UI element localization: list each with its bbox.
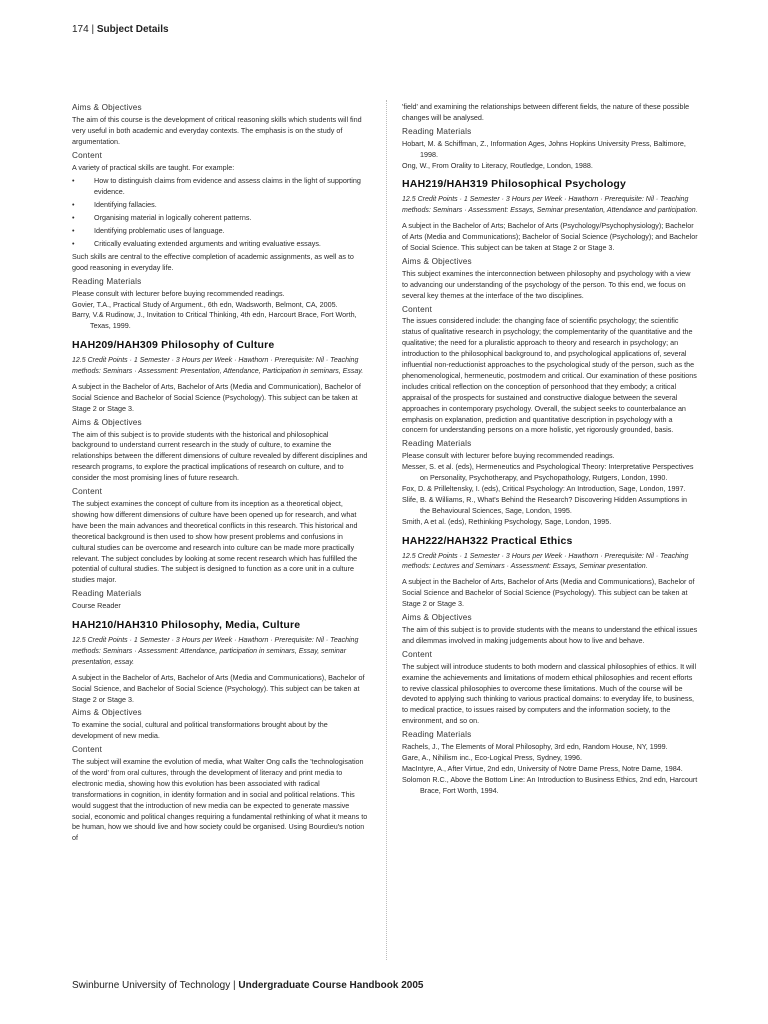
subject-content: The subject examines the concept of culture from its inception as a theoretical object, showing how different dimensions of culture have been opened up for research, and what have been the main advances and theoretical conflicts in this research. This historical and theoretical background is then used to show how present problems and confusions in cultural studies can be overcome and research into culture can be made more practically relevant. The subject concludes by looking at some recent research which has fulfilled the potential of cultural studies. The subject is designed to function as a core unit in a culture studies major. bbox=[72, 499, 358, 585]
reading-item: Hobart, M. & Schiffman, Z., Information Ages, Johns Hopkins University Press, Baltimore, 1998. bbox=[402, 138, 686, 159]
reading-item: Rachels, J., The Elements of Moral Philosophy, 3rd edn, Random House, NY, 1999. bbox=[402, 742, 668, 752]
aims-heading: Aims & Objectives bbox=[72, 103, 142, 112]
page-footer bbox=[72, 980, 423, 991]
subject-meta: 12.5 Credit Points · 1 Semester · 3 Hours per Week · Hawthorn · Prerequisite: Nil · Teaching methods: Lectures and Seminars · Assessment: Essays, Seminar presentation. bbox=[402, 552, 689, 571]
aims-heading: Aims & Objectives bbox=[402, 256, 472, 266]
aims-heading: Aims & Objectives bbox=[72, 417, 142, 427]
subject-aims: The aim of this subject is to provide students with the historical and philosophical background to understand current research in the study of culture, to examine the relationships between the different dimensions of culture revealed by different disciplines and research programs, to explore the practical implications of research on culture, and to consider the most promising lines of future research. bbox=[72, 429, 368, 483]
reading-item: Smith, A et al. (eds), Rethinking Psychology, Sage, London, 1995. bbox=[402, 516, 612, 526]
subject-meta: 12.5 Credit Points · 1 Semester · 3 Hours per Week · Hawthorn · Prerequisite: Nil · Teaching methods: Seminars · Assessment: Attendance, participation in seminars, Essay, seminar presentation, essay. bbox=[72, 636, 359, 666]
reading-heading: Reading Materials bbox=[402, 439, 472, 449]
column-divider bbox=[386, 100, 387, 960]
subject-title: HAH209/HAH309 Philosophy of Culture bbox=[72, 339, 275, 352]
subject-description: A subject in the Bachelor of Arts, Bachelor of Arts (Media and Communication), Bachelor of Social Science and Bachelor of Social Science (Psychology). This subject can be taken at Stage 2 or Stage 3. bbox=[72, 381, 361, 413]
footer-separator: | bbox=[233, 980, 239, 991]
aims-heading: Aims & Objectives bbox=[72, 708, 142, 718]
reading-heading: Reading Materials bbox=[402, 730, 472, 740]
subject-content: The subject will introduce students to both modern and classical philosophies of ethics. It will examine the achievements and limitations of modern ethical philosophies and recent efforts to revive classical philosophies to overcome these limitations. Much of the course will be devoted to applying such thinking to various practical domains: to everyday life, to business, to medical practice, to issues raised by computers and the information society, to the environment, and so on. bbox=[402, 661, 697, 726]
reading-item: MacIntyre, A., After Virtue, 2nd edn, University of Notre Dame Press, Notre Dame, 1984. bbox=[402, 763, 683, 773]
subject-aims: The aim of this subject is to provide students with the means to understand the ethical issues and dilemmas involved in making judgements about how to live and behave. bbox=[402, 624, 698, 645]
subject-content: The subject will examine the evolution of media, what Walter Ong calls the 'technologisation of the word' from oral cultures, through the development of literacy and print media to electronic media, showing how this evolution has been associated with radical transformations in cognition, in identity formation and in social and political relations. This would suggest that the introduction of new media can be expected to generate massive social, economic and political changes requiring a fundamental rethinking of what it means to be human, how we should live and how society could be organised. Using Bourdieu's notion of bbox=[72, 757, 368, 843]
list-item: • Organising material in logically coherent patterns. bbox=[72, 213, 252, 223]
reading-item: Course Reader bbox=[72, 601, 121, 611]
reading-heading: Reading Materials bbox=[402, 126, 472, 136]
reading-heading: Reading Materials bbox=[72, 276, 142, 286]
subject-title: HAH219/HAH319 Philosophical Psychology bbox=[402, 178, 627, 191]
reading-item: Messer, S. et al. (eds), Hermeneutics and Psychological Theory: Interpretative Perspectives on Personality, Psychotherapy, and Psychopathology, Rutgers, London, 1990. bbox=[402, 462, 694, 483]
subject-meta: 12.5 Credit Points · 1 Semester · 3 Hours per Week · Hawthorn · Prerequisite: Nil · Teaching methods: Seminars · Assessment: Essays, Seminar presentation, Attendance and participation. bbox=[402, 196, 698, 215]
aims-heading: Aims & Objectives bbox=[402, 613, 472, 623]
subject-description: A subject in the Bachelor of Arts, Bachelor of Arts (Media and Communications), Bachelor of Social Science and Bachelor of Social Science (Psychology). This subject can be taken at Stage 2 or Stage 3. bbox=[402, 577, 695, 609]
reading-item: Gare, A., Nihilism inc., Eco-Logical Press, Sydney, 1996. bbox=[402, 752, 583, 762]
section-title: Subject Details bbox=[96, 24, 169, 35]
reading-item: Slife, B. & Williams, R., What's Behind the Research? Discovering Hidden Assumptions in the Behavioural Sciences, Sage, London, 1995. bbox=[402, 494, 687, 515]
subject-meta: 12.5 Credit Points · 1 Semester · 3 Hours per Week · Hawthorn · Prerequisite: Nil · Teaching methods: Seminars · Assessment: Presentation, Attendance, Participation in seminars, Essay. bbox=[72, 357, 364, 376]
reading-item: Govier, T.A., Practical Study of Argument., 6th edn, Wadsworth, Belmont, CA, 2005. bbox=[72, 299, 338, 309]
intro-aims-text: The aim of this course is the development of critical reasoning skills which students will find very useful in both academic and everyday contexts. The emphasis is on the study of argumentation. bbox=[72, 114, 362, 146]
reading-item: Ong, W., From Orality to Literacy, Routledge, London, 1988. bbox=[402, 160, 593, 170]
intro-content-intro: A variety of practical skills are taught. For example: bbox=[72, 162, 235, 172]
page-number: 174 bbox=[72, 24, 89, 35]
left-column bbox=[72, 102, 368, 847]
reading-item: Solomon R.C., Above the Bottom Line: An Introduction to Business Ethics, 2nd edn, Harcourt Brace, Fort Worth, 1994. bbox=[402, 774, 698, 795]
subject-aims: This subject examines the interconnection between philosophy and psychology with a view to advancing our understanding of the psychology of the person. To this end, we focus on several key themes at the interface of the two disciplines. bbox=[402, 268, 691, 300]
subject-title: HAH222/HAH322 Practical Ethics bbox=[402, 534, 573, 547]
header-separator: | bbox=[91, 24, 97, 35]
reading-item: Barry, V.& Rudinow, J., Invitation to Critical Thinking, 4th edn, Harcourt Brace, Fort Worth, Texas, 1999. bbox=[72, 310, 357, 331]
subject-aims: To examine the social, cultural and political transformations brought about by the development of new media. bbox=[72, 720, 328, 741]
list-item: • Identifying problematic uses of language. bbox=[72, 226, 225, 236]
footer-handbook: Undergraduate Course Handbook 2005 bbox=[238, 980, 424, 991]
content-heading: Content bbox=[72, 487, 103, 497]
subject-title: HAH210/HAH310 Philosophy, Media, Culture bbox=[72, 619, 301, 632]
content-heading: Content bbox=[402, 649, 433, 659]
list-item: • How to distinguish claims from evidence and assess claims in the light of supporting evidence. bbox=[72, 176, 361, 197]
intro-content-outro: Such skills are central to the effective completion of academic assignments, as well as to good reasoning in everyday life. bbox=[72, 251, 354, 272]
content-heading: Content bbox=[72, 150, 103, 160]
reading-item: Please consult with lecturer before buying recommended readings. bbox=[72, 288, 285, 298]
reading-list bbox=[72, 289, 368, 333]
right-column bbox=[402, 102, 698, 797]
subject-description: A subject in the Bachelor of Arts, Bachelor of Arts (Media and Communications), Bachelor of Social Science, and Bachelor of Social Science (Psychology). This subject can be taken at Stage 2 or Stage 3. bbox=[72, 672, 365, 704]
skills-list bbox=[72, 176, 368, 249]
content-heading: Content bbox=[72, 745, 103, 755]
reading-item: Please consult with lecturer before buying recommended readings. bbox=[402, 451, 615, 461]
list-item: • Critically evaluating extended arguments and writing evaluative essays. bbox=[72, 238, 321, 248]
continued-text: 'field' and examining the relationships between different fields, the nature of these possible changes will be analysed. bbox=[402, 102, 690, 122]
list-item: • Identifying fallacies. bbox=[72, 200, 157, 210]
reading-heading: Reading Materials bbox=[72, 589, 142, 599]
subject-description: A subject in the Bachelor of Arts; Bachelor of Arts (Psychology/Psychophysiology); Bachelor of Arts (Media and Communications); Bachelor of Social Science (Psychology); and Bachelor of Social Science. This subject can be taken at Stage 2 or Stage 3. bbox=[402, 221, 698, 252]
reading-item: Fox, D. & Prilleltensky, I. (eds), Critical Psychology: An Introduction, Sage, London, 1997. bbox=[402, 484, 686, 493]
page-header bbox=[72, 24, 169, 35]
footer-institution: Swinburne University of Technology bbox=[72, 980, 231, 991]
content-heading: Content bbox=[402, 304, 433, 314]
subject-content: The issues considered include: the changing face of scientific psychology; the scientific status of qualitative research in psychology; the complementarity of the quantitative and the qualitative; the need for a pluralistic approach to theory and research in psychology; an introduction to the philosophical background to, and psychological applications of, several influential non-reductionist approaches to the psychological study of the person, such as the phenomenological, hermeneutic, postmodern and critical. Our examination of these positions includes critical reflection on the conception of personhood that they embody; a critical appraisal of the prospects for sustained and constructive dialogue between the several approaches in contemporary psychology. Overall, the subject seeks to counterbalance an emphasis on explanation, prediction and quantitative description in psychology with a concern for understanding persons on a more holistic, yet rigorously grounded, basis. bbox=[402, 316, 697, 435]
